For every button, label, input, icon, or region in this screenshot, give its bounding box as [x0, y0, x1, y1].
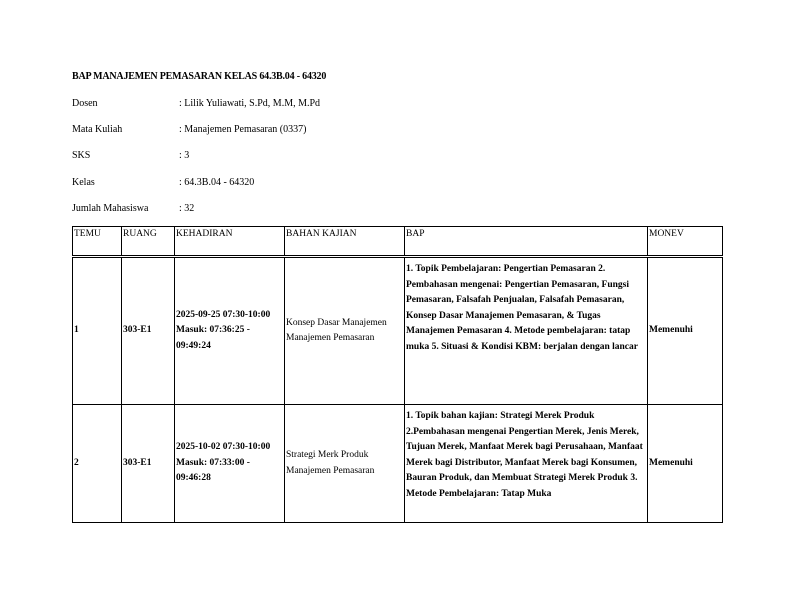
meta-value: : Lilik Yuliawati, S.Pd, M.M, M.Pd — [179, 98, 321, 109]
header-kehadiran: KEHADIRAN — [175, 227, 285, 257]
meta-value: : Manajemen Pemasaran (0337) — [179, 124, 307, 135]
document-title: BAP MANAJEMEN PEMASARAN KELAS 64.3B.04 - 64320 — [72, 71, 327, 82]
meta-value: : 64.3B.04 - 64320 — [179, 177, 255, 188]
kehadiran-jadwal: 2025-09-25 07:30-10:00 — [176, 309, 271, 320]
cell-bap: 1. Topik Pembelajaran: Pengertian Pemasaran 2. Pembahasan mengenai: Pengertian Pemasaran, Fungsi Pemasaran, Falsafah Penjualan, Falsafah Pemasaran, Konsep Dasar Manajemen Pemasaran, & Tugas Manajemen Pemasaran 4. Metode pembelajaran: tatap muka 5. Situasi & Kondisi KBM: berjalan dengan lancar — [405, 257, 648, 405]
bap-table — [72, 226, 723, 523]
cell-bahan-kajian: Konsep Dasar Manajemen Manajemen Pemasaran — [285, 257, 405, 405]
header-ruang: RUANG — [122, 227, 175, 257]
cell-bap — [405, 405, 648, 523]
cell-ruang: 303-E1 — [122, 405, 175, 523]
cell-kehadiran — [175, 257, 285, 405]
meta-label: Mata Kuliah — [72, 124, 123, 135]
cell-kehadiran — [175, 405, 285, 523]
meta-label: Dosen — [72, 98, 98, 109]
cell-bahan-kajian: Strategi Merk Produk Manajemen Pemasaran — [285, 405, 405, 523]
header-bahan-kajian: BAHAN KAJIAN — [285, 227, 405, 257]
cell-temu: 2 — [73, 405, 122, 523]
kehadiran-masuk: Masuk: 07:33:00 - 09:46:28 — [176, 457, 250, 484]
header-temu: TEMU — [73, 227, 122, 257]
cell-monev: Memenuhi — [648, 405, 723, 523]
table-row — [73, 405, 723, 523]
cell-temu: 1 — [73, 257, 122, 405]
bap-text: 1. Topik bahan kajian: Strategi Merek Produk 2.Pembahasan mengenai Pengertian Merek, Jenis Merek, Tujuan Merek, Manfaat Merek bagi Perusahaan, Manfaat Merek bagi Distributor, Manfaat Merek bagi Konsumen, Bauran Produk, dan Membuat Strategi Merek Produk 3. Metode Pembelajaran: Tatap Muka — [406, 411, 643, 499]
meta-value: : 3 — [179, 150, 190, 161]
meta-label: Kelas — [72, 177, 95, 188]
kehadiran-jadwal: 2025-10-02 07:30-10:00 — [176, 442, 271, 453]
header-bap: BAP — [405, 227, 648, 257]
table-row — [73, 257, 723, 405]
meta-label: Jumlah Mahasiswa — [72, 203, 149, 214]
meta-value: : 32 — [179, 203, 195, 214]
meta-label: SKS — [72, 150, 91, 161]
header-monev: MONEV — [648, 227, 723, 257]
table-header-row — [73, 227, 723, 257]
cell-monev: Memenuhi — [648, 257, 723, 405]
cell-ruang: 303-E1 — [122, 257, 175, 405]
kehadiran-masuk: Masuk: 07:36:25 - 09:49:24 — [176, 325, 250, 351]
